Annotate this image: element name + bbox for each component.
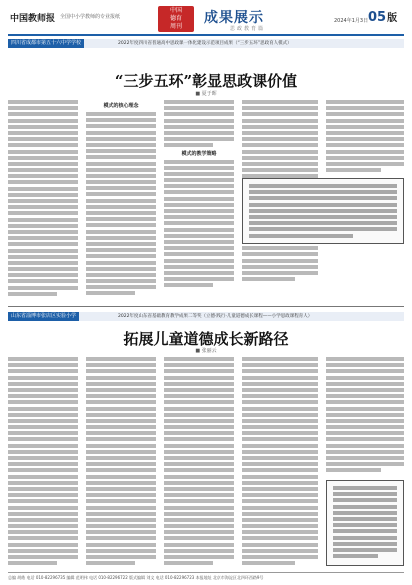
newspaper-page [8,6,404,580]
article2-school-tag: 山东省淄博市张店区实验小学 [8,312,79,321]
article1-column-2 [86,100,156,298]
article2-column-5 [326,357,404,475]
article1-school-tag: 四川省成都市第五十六中学学校 [8,39,84,48]
article1-subhead-1: 模式的核心理念 [103,103,139,109]
article1-byline: ■ 夏于晖 [195,91,217,97]
article2-column-1 [8,357,78,567]
section-title: 成果展示 [204,10,264,26]
issue-date: 2024年1月3日 [334,18,369,24]
article1-award-note: 2022年度四川省普通高中思政课一体化建设示范项目成果（“三步五环”思政育人模式） [118,41,292,46]
article2-sidebar-box [326,480,404,566]
paper-name: 中国教师报 [10,14,56,24]
section-divider [8,306,404,307]
paper-subtitle: 全国中小学教师的专业报纸 [60,14,121,20]
article1-column-1 [8,100,78,298]
article2-title: 拓展儿童道德成长新路径 [123,330,289,348]
article1-subhead-2: 模式的教学策略 [181,150,217,157]
article1-column-5 [326,100,404,174]
article1-column-3 [164,100,234,289]
article2-school-bar [8,312,404,321]
article1-sidebar-box [242,178,404,244]
page-number-value: 05 [368,10,387,25]
article2-column-3 [164,357,234,567]
section-subtitle: 思政教育篇 [230,26,266,32]
article2-award-note: 2022年度山东省基础教育教学成果二等奖（立德·践行·儿童道德成长课程——小学思政课程育人） [118,314,313,319]
article2-column-4 [242,357,318,567]
article1-school-bar [8,39,404,48]
masthead [8,6,404,36]
article2-byline: ■ 张丽云 [195,348,217,354]
page-footer: 总编 胡皓 电话 010-82296735 编辑 范明伟 电话 010-82296722 版式编辑 刘文 电话 010-82296723 本报地址 北京市海淀区北四环西路9号 [8,572,404,581]
article1-title: “三步五环”彰显思政课价值 [114,72,298,90]
page-unit: 版 [387,13,398,24]
article2-column-2 [86,357,156,567]
page-number [368,9,397,25]
column-stamp: 中国 德育 周刊 [158,6,194,32]
